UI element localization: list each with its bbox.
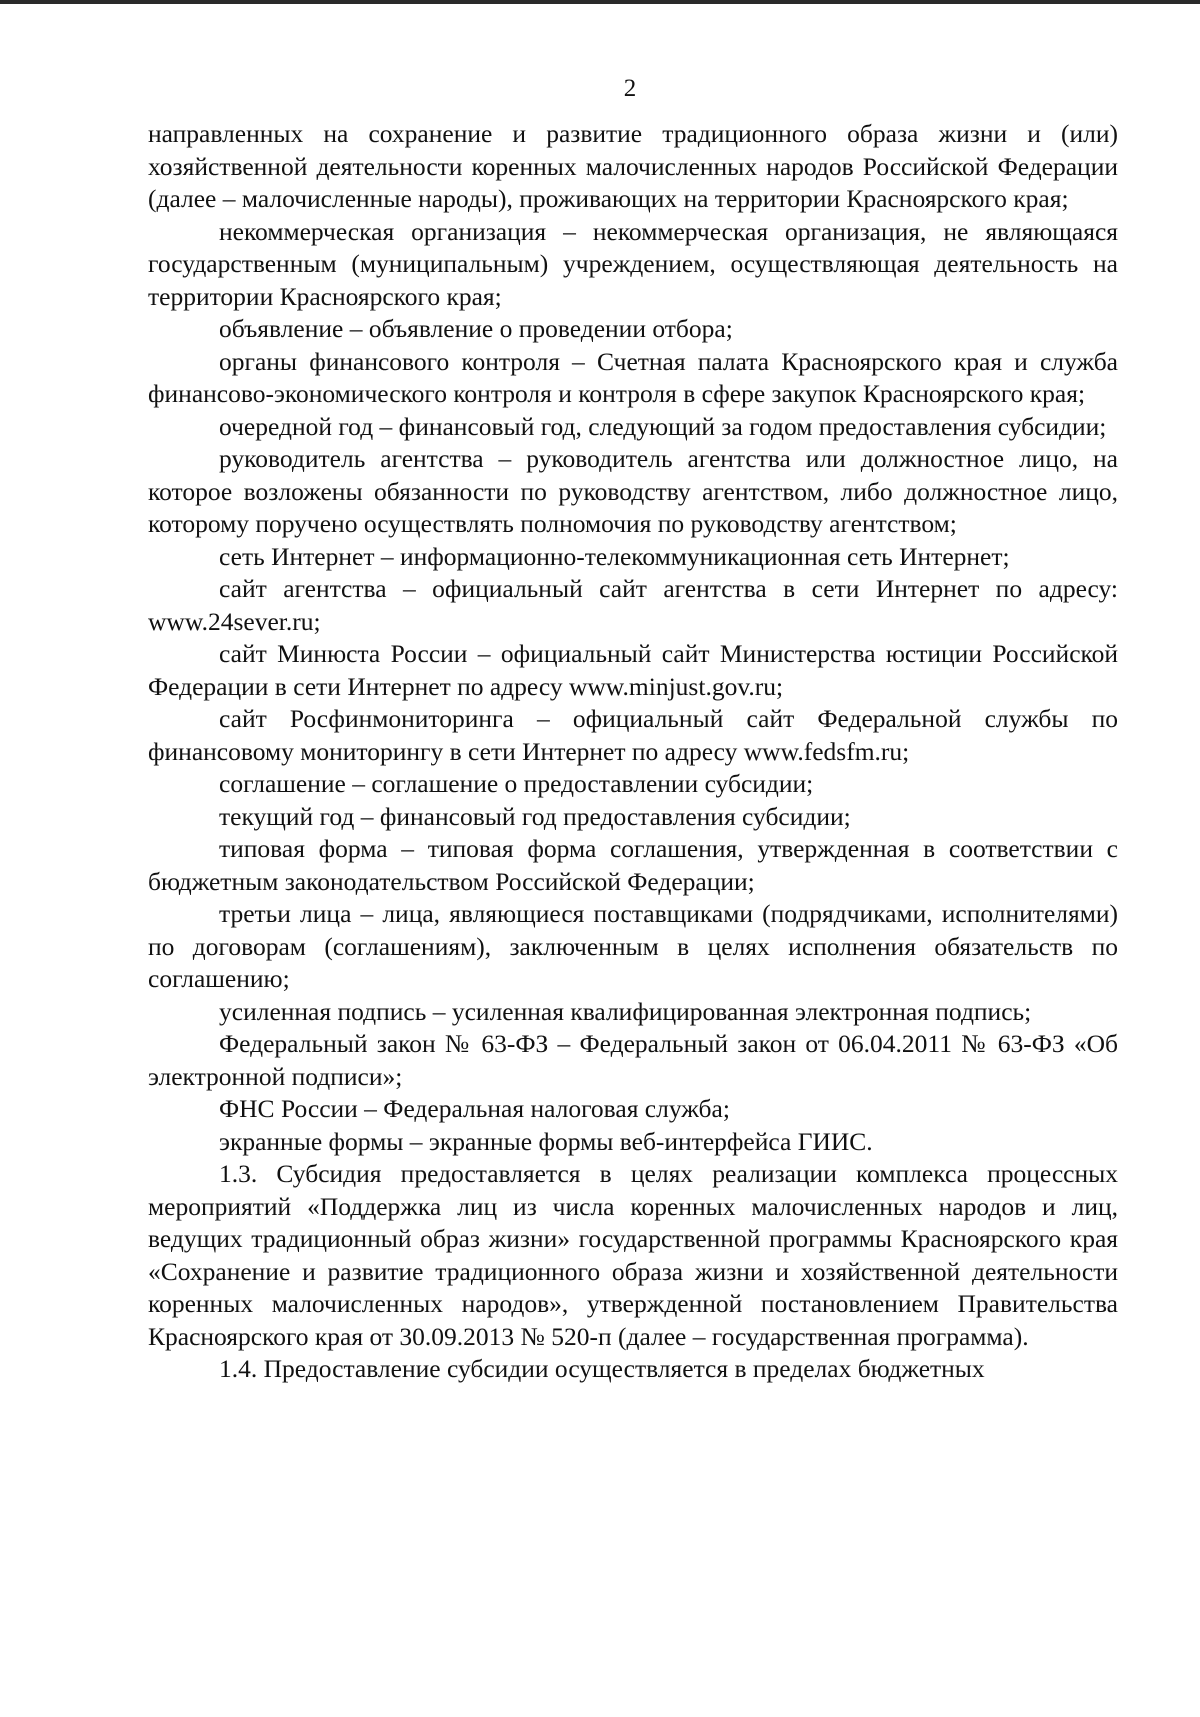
page-number: 2: [623, 75, 637, 102]
definition-financial-control-bodies: органы финансового контроля – Счетная палата Красноярского края и служба финансово-экономического контроля и контроля в сфере закупок Красноярского края;: [148, 346, 1118, 408]
definition-internet: сеть Интернет – информационно-телекоммуникационная сеть Интернет;: [219, 541, 1010, 571]
paragraph-continuation: направленных на сохранение и развитие традиционного образа жизни и (или) хозяйственной деятельности коренных малочисленных народов Российской Федерации (далее – малочисленные народы), проживающих на территории Красноярского края;: [148, 119, 1118, 213]
definition-rosfinmonitoring-site: сайт Росфинмониторинга – официальный сайт Федеральной службы по финансовому мониторингу в сети Интернет по адресу www.fedsfm.ru;: [148, 704, 1118, 766]
definition-federal-law-63: Федеральный закон № 63-ФЗ – Федеральный закон от 06.04.2011 № 63-ФЗ «Об электронной подписи»;: [148, 1029, 1118, 1091]
definition-agency-head: руководитель агентства – руководитель агентства или должностное лицо, на которое возложены обязанности по руководству агентством, либо должностное лицо, которому поручено осуществлять полномочия по руководству агентством;: [148, 444, 1118, 538]
clause-1-4: 1.4. Предоставление субсидии осуществляется в пределах бюджетных: [219, 1354, 985, 1383]
clause-1-3: 1.3. Субсидия предоставляется в целях реализации комплекса процессных мероприятий «Поддержка лиц из числа коренных малочисленных народов и лиц, ведущих традиционный образ жизни» государственной программы Красноярского края «Сохранение и развитие традиционного образа жизни и хозяйственной деятельности коренных малочисленных народов», утвержденной постановлением Правительства Красноярского края от 30.09.2013 № 520-п (далее – государственная программа).: [148, 1159, 1118, 1351]
definition-screen-forms: экранные формы – экранные формы веб-интерфейса ГИИС.: [219, 1126, 873, 1156]
definition-next-year: очередной год – финансовый год, следующий за годом предоставления субсидии;: [219, 411, 1107, 441]
definition-current-year: текущий год – финансовый год предоставления субсидии;: [219, 801, 851, 831]
document-body: [148, 118, 1118, 1386]
scan-top-edge: [0, 0, 1200, 4]
definition-enhanced-signature: усиленная подпись – усиленная квалифицированная электронная подпись;: [219, 996, 1032, 1026]
definition-minjust-site: сайт Минюста России – официальный сайт Министерства юстиции Российской Федерации в сети Интернет по адресу www.minjust.gov.ru;: [148, 639, 1118, 701]
definition-announcement: объявление – объявление о проведении отбора;: [219, 314, 733, 343]
definition-third-parties: третьи лица – лица, являющиеся поставщиками (подрядчиками, исполнителями) по договорам (соглашениям), заключенным в целях исполнения обязательств по соглашению;: [148, 899, 1118, 993]
definition-agency-site: сайт агентства – официальный сайт агентства в сети Интернет по адресу: www.24sever.ru;: [148, 574, 1118, 636]
definition-standard-form: типовая форма – типовая форма соглашения, утвержденная в соответствии с бюджетным законодательством Российской Федерации;: [148, 834, 1118, 896]
definition-agreement: соглашение – соглашение о предоставлении субсидии;: [219, 769, 814, 798]
definition-fns: ФНС России – Федеральная налоговая служба;: [219, 1094, 730, 1123]
definition-nonprofit-organization: некоммерческая организация – некоммерческая организация, не являющаяся государственным (муниципальным) учреждением, осуществляющая деятельность на территории Красноярского края;: [148, 216, 1118, 311]
